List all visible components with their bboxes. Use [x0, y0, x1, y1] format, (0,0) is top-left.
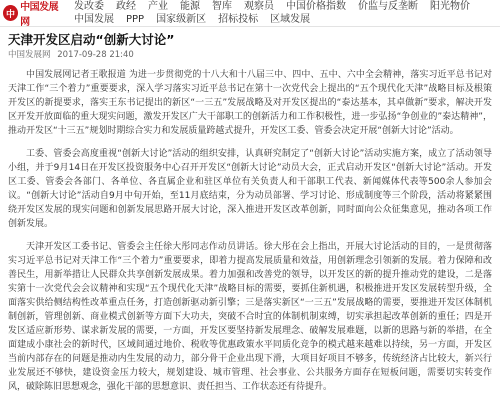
nav-item-chanye[interactable]: 产业	[148, 1, 168, 12]
article-date: 2017-09-28 21:40	[57, 50, 134, 60]
nav-item-antimonopoly[interactable]: 价监与反垄断	[358, 1, 418, 12]
nav-item-china-development[interactable]: 中国发展	[74, 14, 114, 25]
article-source[interactable]: 中国发展网	[8, 50, 51, 60]
article	[8, 28, 492, 403]
logo-mark-icon: 中	[3, 5, 18, 21]
nav-item-zhiku[interactable]: 智库	[212, 1, 232, 12]
logo-text: 中国发展网	[20, 2, 59, 28]
nav-item-nengyuan[interactable]: 能源	[180, 1, 200, 12]
nav-item-sunshine-price[interactable]: 阳光物价	[430, 1, 470, 12]
article-title: 天津开发区启动“创新大讨论”	[8, 32, 175, 47]
nav-item-bidding[interactable]: 招标投标	[218, 14, 259, 25]
main-nav	[68, 0, 500, 26]
article-paragraph: 中国发展网记者王歌报道 为进一步贯彻党的十八大和十八届三中、四中、五中、六中全会精神，落实习近平总书记对天津工作“三个着力”重要要求，深入学习落实习近平总书记在第十一次党代会上提出的“五个现代化天津”战略目标及根策开发区的新提要求，落实王东书记提出的新区“一三五”发展战略及对开发区提出的“泰达基本，其卓做新”要求，解决开发区开发开放面临的重大现实问题，激发开发区广大干部职工的创新活力和工作积极性，进一步弘扬“争创业的”泰达精神”，推动开发区“十三五”规划时期综合实力和发展质量跨越式提升，开发区工委、管委会决定开展“创新大讨论”活动。	[8, 70, 492, 136]
article-paragraph: 天津开发区工委书记、管委会主任徐大彤同志作动员讲话。徐大彤在会上指出，开展大讨论活动的目的，一是贯彻落实习近平总书记对天津工作“三个着力”重要要求，即着力提高发展质量和效益，用创新理念引领新的发展。着力保障和改善民生，用新举措让人民群众共享创新发展成果。着力加强和改善党的领导，以开发区的新的提升推动党的建设，二是落实第十一次党代会会议精神和实现“五个现代化天津”战略目标的需要，要抓住新机遇，积极推进开发区发展转型升级，全面落实供给侧结构性改革重点任务，打造创新驱动新引擎；三是落实新区“一三五”发展战略的需要，要推进开发区体制机制创新，管理创新、商业模式创新等方面下大功夫，突破不合时宜的体制机制束缚，切实承担起改革创新的重任；四是开发区适应新形势、谋求新发展的需要，一方面，开发区要坚持新发展理念、破解发展难题，以新的思路与新的举措，在全面建成小康社会的新时代，区域间通过地价、税收等优惠政策水平同质化竞争的模式越来越难以持续，另一方面，开发区当前内部存在的问题是推动内生发展的动力，部分骨干企业出现下滑，大项目好项目不够多，传统经济占比较大，新兴行业发展还不够快，建设资金压力较大，规划建设、城市管理、社会事业、公共服务方面存在短板问题，需要切实转变作风，破除陈旧思想观念，强化干部的思想意识、责任担当、工作状态还有待提升。	[8, 242, 492, 392]
site-logo[interactable]	[3, 2, 65, 28]
nav-item-regional-development[interactable]: 区域发展	[270, 14, 311, 25]
nav-item-price-index[interactable]: 中国价格指数	[286, 1, 346, 12]
nav-item-guanchayuan[interactable]: 观察员	[244, 1, 274, 12]
top-navigation-bar	[0, 0, 500, 27]
nav-item-national-new-area[interactable]: 国家级新区	[156, 14, 207, 25]
nav-item-ppp[interactable]: PPP	[126, 14, 145, 25]
nav-item-zhengjing[interactable]: 政经	[116, 1, 136, 12]
article-meta	[8, 50, 492, 61]
nav-item-fagaiwei[interactable]: 发改委	[74, 1, 104, 12]
article-paragraph: 工委、管委会高度重视“创新大讨论”活动的组织安排，认真研究制定了“创新大讨论”活动实施方案，成立了活动领导小组，并于9月14日在开发区投资服务中心召开开发区“创新大讨论”动员大会，正式启动开发区“创新大讨论”活动。开发区工委、管委会各部门、各单位、各直属企业和驻区单位有关负责人和干部职工代表、新闻媒体代表等500余人参加会议。“创新大讨论”活动自9月中旬开始，至11月底结束，分为动员部署、学习讨论、形成制度等三个阶段，活动将紧紧围绕开发区发展的现实问题和创新发展思路开展大讨论，深入推进开发区改革创新，同时面向公众征集意见，推动各项工作创新发展。	[8, 149, 492, 229]
